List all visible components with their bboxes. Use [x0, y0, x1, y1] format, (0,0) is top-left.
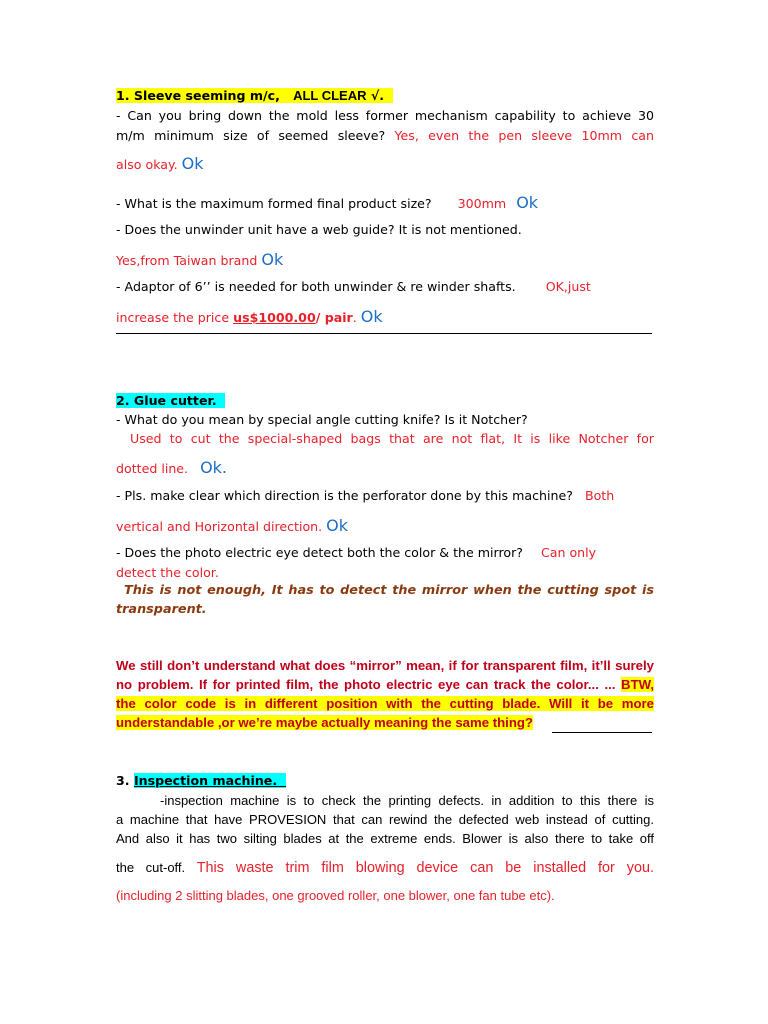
- section2-note-line3-text: the color code is in different position with the cutting blade. Will it be more: [116, 696, 654, 711]
- section2-a1-continued: dotted line.: [116, 461, 189, 476]
- section2-reply-line1: This is not enough, It has to detect the mirror when the cutting spot is: [124, 583, 654, 598]
- section1-ok1: Ok: [181, 154, 204, 173]
- section2-q3-text: - Does the photo electric eye detect both the color & the mirror?: [116, 545, 523, 560]
- section1-q2-text: - What is the maximum formed final product size?: [116, 196, 432, 211]
- section2-a1-line1: Used to cut the special-shaped bags that are not flat, It is like Notcher for: [130, 431, 654, 446]
- section2-ok1: Ok.: [200, 458, 228, 477]
- section2-note-line1: We still don’t understand what does “mirror” mean, if for transparent film, it’ll surely: [116, 658, 654, 673]
- section2-note-line4-text: understandable ,or we’re maybe actually meaning the same thing?: [116, 715, 533, 730]
- section2-a3-line2: detect the color.: [116, 565, 219, 580]
- section2-a2-continued: vertical and Horizontal direction.: [116, 519, 323, 534]
- section1-q1-line1: - Can you bring down the mold less former mechanism capability to achieve 30: [116, 108, 654, 123]
- section2-note-line2-text: no problem. If for printed film, the photo electric eye can track the color... ...: [116, 677, 616, 692]
- section1-price: us$1000.00: [233, 310, 316, 325]
- section3-heading: Inspection machine.: [133, 773, 278, 788]
- section1-a1-text: Yes, even the pen sleeve 10mm can: [394, 128, 654, 143]
- section2-q2-text: - Pls. make clear which direction is the perforator done by this machine?: [116, 488, 573, 503]
- section1-price-unit: / pair: [315, 310, 353, 325]
- section3-heading-line: [116, 773, 286, 789]
- section1-q2-line: [116, 195, 654, 212]
- section2-divider: [552, 732, 652, 733]
- section2-note-highlight-start: BTW,: [621, 677, 655, 692]
- section2-note-line4: [116, 715, 533, 731]
- section1-divider: [116, 333, 652, 334]
- section1-a1-line2: [116, 156, 654, 173]
- section2-note-line3: [116, 696, 654, 712]
- section2-heading: 2. Glue cutter.: [116, 393, 217, 408]
- section3-para-line5: (including 2 slitting blades, one grooved roller, one blower, one fan tube etc).: [116, 888, 555, 903]
- section1-status: ALL CLEAR: [293, 88, 367, 103]
- section2-a1-line2: [116, 460, 654, 477]
- section1-heading-gap: [280, 88, 293, 103]
- section1-q1-text: m/m minimum size of seemed sleeve?: [116, 128, 386, 143]
- section1-a1-continued: also okay.: [116, 157, 178, 172]
- section1-a4-text: OK,just: [545, 279, 591, 294]
- section1-price-dot: .: [352, 310, 357, 325]
- section3-para-line1: -inspection machine is to check the printing defects. in addition to this there is: [160, 793, 654, 808]
- section1-ok2: Ok: [516, 193, 539, 212]
- section2-a3-text: Can only: [540, 545, 597, 560]
- section3-number: 3.: [116, 773, 130, 788]
- section1-a4-continued: increase the price: [116, 310, 230, 325]
- section2-a2-text: Both: [584, 488, 615, 503]
- section1-a2-text: 300mm: [457, 196, 507, 211]
- section1-a3-text: Yes,from Taiwan brand: [116, 253, 258, 268]
- section1-q1-line2: [116, 128, 654, 144]
- section1-q3-line: - Does the unwinder unit have a web guide? It is not mentioned.: [116, 222, 522, 237]
- section2-ok2: Ok: [326, 516, 349, 535]
- section1-ok3: Ok: [261, 250, 284, 269]
- section2-heading-line: [116, 393, 225, 409]
- section1-a3-line: [116, 252, 654, 269]
- section1-check: √.: [370, 88, 385, 103]
- section3-para-line4-text: the cut-off.: [116, 860, 186, 875]
- section1-heading-line: [116, 88, 393, 104]
- section3-para-line3: And also it has two silting blades at the extreme ends. Blower is also there to take off: [116, 831, 654, 846]
- section2-reply-line2: transparent.: [116, 602, 207, 617]
- section3-para-line4-red: This waste trim film blowing device can be installed for you.: [196, 860, 655, 876]
- section2-note-line2: [116, 677, 654, 693]
- section2-q2-line: [116, 488, 654, 504]
- section3-para-line2: a machine that have PROVESION that can rewind the defected web instead of cutting.: [116, 812, 654, 827]
- section2-q1-line: - What do you mean by special angle cutting knife? Is it Notcher?: [116, 412, 528, 427]
- section1-ok4: Ok: [360, 307, 383, 326]
- section1-q4-line: [116, 279, 654, 295]
- section2-a2-line2: [116, 518, 654, 535]
- section2-q3-line: [116, 545, 654, 561]
- section1-a4-line2: [116, 309, 654, 326]
- section1-heading: 1. Sleeve seeming m/c,: [116, 88, 280, 103]
- section3-para-line4: [116, 860, 654, 876]
- section1-q4-text: - Adaptor of 6’’ is needed for both unwinder & re winder shafts.: [116, 279, 516, 294]
